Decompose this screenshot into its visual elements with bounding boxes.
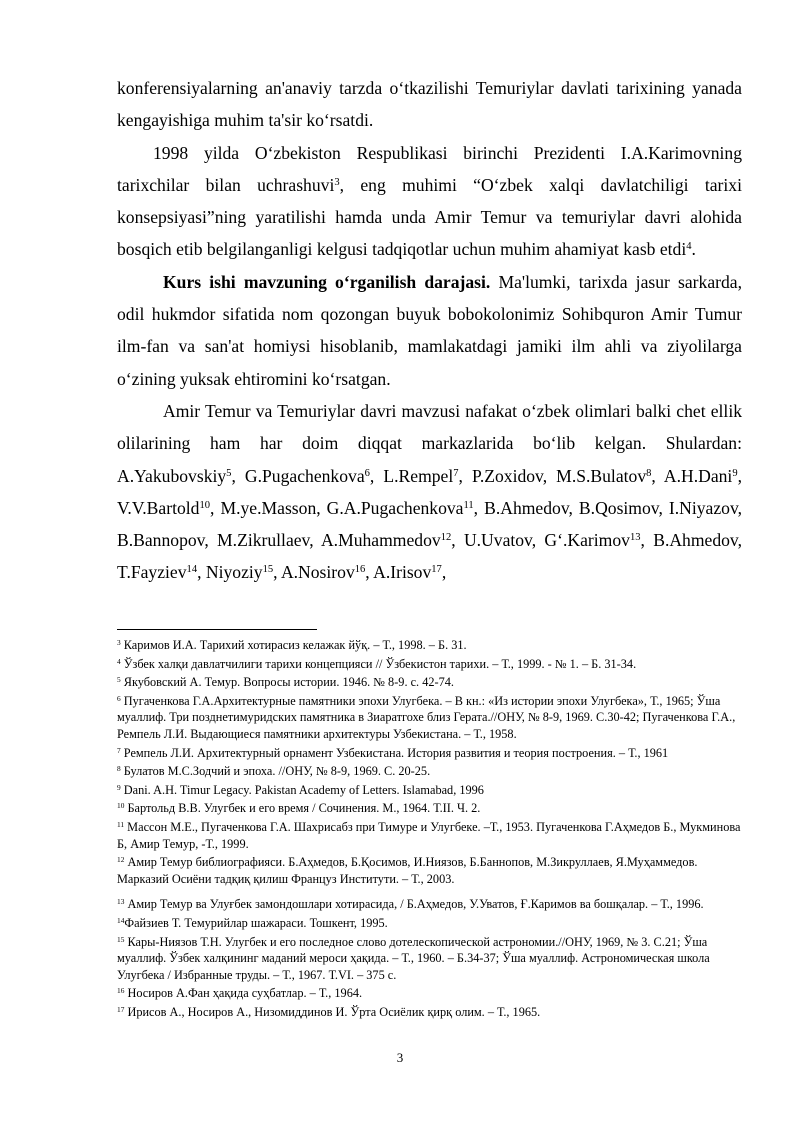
footnote-text: Ремпель Л.И. Архитектурный орнамент Узбекистана. История развития и теория построения. – Т., 1961 (120, 745, 669, 760)
footnote-number: 5 (117, 675, 121, 685)
p4-text-13: , A.Irisov (365, 562, 432, 583)
footnote-number: 9 (117, 782, 121, 792)
footnote-number: 6 (117, 693, 121, 703)
footnote-17 (117, 1004, 749, 1021)
p4-text-8: , B.Ahmedov, B.Qosimov, I.Niyazov, B.Bannopov, M.Zikrullaev, A.Muhammedov (117, 497, 743, 551)
footnote-ref-16[interactable]: 16 (354, 564, 366, 576)
p4-text-1: Amir Temur va Temuriylar davri mavzusi nafakat o‘zbek olimlari balki chet ellik olilarining ham har doim diqqat markazlarida bo‘lib kelgan. Shulardan: A.Yakubovskiy (117, 400, 742, 486)
p4-text-5: , A.H.Dani (651, 465, 733, 486)
footnote-text: Пугаченкова Г.А.Архитектурные памятники эпохи Улугбека. – В кн.: «Из истории эпохи Улугбека», Т., 1965; Ўша муаллиф. Три позднетимуридских памятника в Зиаратгохе близ Герата.//ОНУ, № 8-9, 1969. С.30-42; Пугаченкова Г.А., Ремпель Л.И. Выдающиеся памятники архитектуры Узбекистана. – Т., 1958. (117, 693, 736, 741)
footnote-ref-9[interactable]: 9 (732, 467, 738, 479)
p4-text-9: , U.Uvatov, G‘.Karimov (451, 530, 630, 551)
p4-text-3: , L.Rempel (369, 465, 454, 486)
footnote-number: 16 (117, 986, 125, 996)
footnote-text: Массон М.Е., Пугаченкова Г.А. Шахрисабз при Тимуре и Улугбеке. –Т., 1953. Пугаченкова Г.Аҳмедов Б., Мукминова Б, Амир Темур, -Т., 1999. (117, 819, 741, 851)
footnote-number: 15 (117, 934, 125, 944)
p4-text-11: , Niyoziy (197, 562, 263, 583)
footnote-8 (117, 763, 749, 780)
footnote-ref-14[interactable]: 14 (186, 564, 198, 576)
footnote-ref-4[interactable]: 4 (686, 241, 692, 253)
footnote-number: 11 (117, 819, 125, 829)
footnote-4 (117, 656, 749, 673)
footnote-6 (117, 693, 749, 743)
footnote-text: Носиров А.Фан ҳақида суҳбатлар. – Т., 1964. (124, 986, 363, 1001)
footnote-number: 13 (117, 897, 125, 907)
footnote-ref-3[interactable]: 3 (334, 177, 340, 189)
footnote-7 (117, 745, 749, 762)
footnote-separator (117, 629, 317, 630)
footnote-text: Булатов М.С.Зодчий и эпоха. //ОНУ, № 8-9, 1969. С. 20-25. (120, 764, 431, 779)
footnote-12 (117, 854, 749, 887)
p4-text-10: , B.Ahmedov, T.Fayziev (117, 530, 742, 583)
p4-text-6: , V.V.Bartold (117, 465, 742, 518)
footnote-text: Dani. A.H. Timur Legacy. Pakistan Academy of Letters. Islamabad, 1996 (120, 782, 484, 797)
footnote-9 (117, 782, 749, 799)
footnote-15 (117, 934, 749, 984)
section-heading: Kurs ishi mavzuning o‘rganilish darajasi. (163, 271, 491, 292)
p4-text-2: , G.Pugachenkova (231, 465, 365, 486)
footnote-number: 14 (117, 915, 125, 925)
footnote-10 (117, 800, 749, 817)
paragraph-2-text-c: . (691, 239, 696, 260)
footnote-ref-6[interactable]: 6 (364, 467, 370, 479)
footnote-number: 12 (117, 855, 125, 865)
footnote-3 (117, 637, 749, 654)
footnote-number: 17 (117, 1004, 125, 1014)
footnote-5 (117, 674, 749, 691)
footnote-ref-8[interactable]: 8 (646, 467, 652, 479)
footnote-ref-10[interactable]: 10 (199, 500, 210, 512)
paragraph-3-text: Ma'lumki, tarixda jasur sarkarda, odil hukmdor sifatida nom qozongan buyuk bobokolonimiz Sohibquron Amir Tumur ilm-fan va san'at homiysi hisoblanib, mamlakatdagi jamiki ilm ahli va ziyolilarga o‘zining yuksak ehtiromini ko‘rsatgan. (117, 271, 743, 389)
paragraph-3 (117, 266, 742, 395)
paragraph-4 (117, 395, 742, 589)
footnote-number: 3 (117, 637, 121, 647)
footnote-ref-7[interactable]: 7 (453, 467, 459, 479)
footnote-ref-17[interactable]: 17 (431, 564, 442, 576)
footnote-ref-12[interactable]: 12 (440, 532, 452, 544)
paragraph-2-text-b: , eng muhimi “O‘zbek xalqi davlatchiligi tarixi konsepsiyasi”ning yaratilishi hamda unda Amir Temur va temuriylar davri alohida bosqich etib belgilanganligi kelgusi tadqiqotlar uchun muhim ahamiyat kasb etdi (117, 174, 742, 260)
footnote-ref-15[interactable]: 15 (262, 564, 274, 576)
footnote-ref-13[interactable]: 13 (629, 532, 641, 544)
footnote-number: 10 (117, 801, 125, 811)
p4-text-14: , (441, 562, 447, 583)
footnote-text: Бартольд В.В. Улугбек и его время / Сочинения. М., 1964. Т.II. Ч. 2. (124, 801, 481, 816)
paragraph-2-text-a: 1998 yilda O‘zbekiston Respublikasi birinchi Prezidenti I.A.Karimovning tarixchilar bilan uchrashuvi (117, 142, 742, 195)
footnote-text: Амир Темур ва Улуғбек замондошлари хотирасида, / Б.Аҳмедов, У.Уватов, Ғ.Каримов ва бошқалар. – Т., 1996. (124, 897, 704, 912)
footnotes (117, 637, 749, 1022)
footnote-text: Якубовский А. Темур. Вопросы истории. 1946. № 8-9. с. 42-74. (120, 675, 454, 690)
footnote-text: Кары-Ниязов Т.Н. Улугбек и его последное слово дотелескопической астрономии.//ОНУ, 1969, № 3. С.21; Ўша муаллиф. Ўзбек халқининг маданий мероси ҳақида. – Т., 1960. – Б.34-37; Ўша муаллиф. Астрономическая школа Улугбека / Избранные труды. – Т., 1967. Т.VI. – 375 с. (117, 934, 710, 982)
footnote-number: 8 (117, 764, 121, 774)
p4-text-7: , M.ye.Masson, G.A.Pugachenkova (210, 497, 464, 518)
footnote-13 (117, 896, 749, 913)
paragraph-1: konferensiyalarning an'anaviy tarzda o‘tkazilishi Temuriylar davlati tarixining yanada kengayishiga muhim ta'sir ko‘rsatdi. (117, 78, 742, 131)
footnote-number: 4 (117, 656, 121, 666)
footnote-text: Файзиев Т. Темурийлар шажараси. Тошкент, 1995. (124, 915, 388, 930)
main-text (117, 72, 742, 589)
footnote-text: Ўзбек халқи давлатчилиги тарихи концепцияси // Ўзбекистон тарихи. – Т., 1999. - № 1. – Б. 31-34. (120, 656, 637, 671)
page-number: 3 (396, 1050, 404, 1065)
paragraph-2 (117, 137, 742, 266)
p4-text-12: , A.Nosirov (273, 562, 355, 583)
footnote-text: Ирисов А., Носиров А., Низомиддинов И. Ўрта Осиёлик қирқ олим. – Т., 1965. (124, 1004, 541, 1019)
footnote-text: Амир Темур библиографияси. Б.Аҳмедов, Б.Қосимов, И.Ниязов, Б.Баннопов, М.Зикруллаев, Я.Муҳаммедов. Марказий Осиёни тадқиқ қилиш Француз Институти. – Т., 2003. (117, 855, 698, 886)
footnote-14 (117, 915, 749, 932)
footnote-ref-11[interactable]: 11 (463, 500, 474, 512)
footnote-text: Каримов И.А. Тарихий хотирасиз келажак йўқ. – Т., 1998. – Б. 31. (120, 638, 467, 652)
footnote-number: 7 (117, 745, 121, 755)
footnote-16 (117, 985, 749, 1002)
p4-text-4: , P.Zoxidov, M.S.Bulatov (458, 465, 647, 486)
footnote-11 (117, 819, 749, 852)
footnote-ref-5[interactable]: 5 (226, 467, 232, 479)
